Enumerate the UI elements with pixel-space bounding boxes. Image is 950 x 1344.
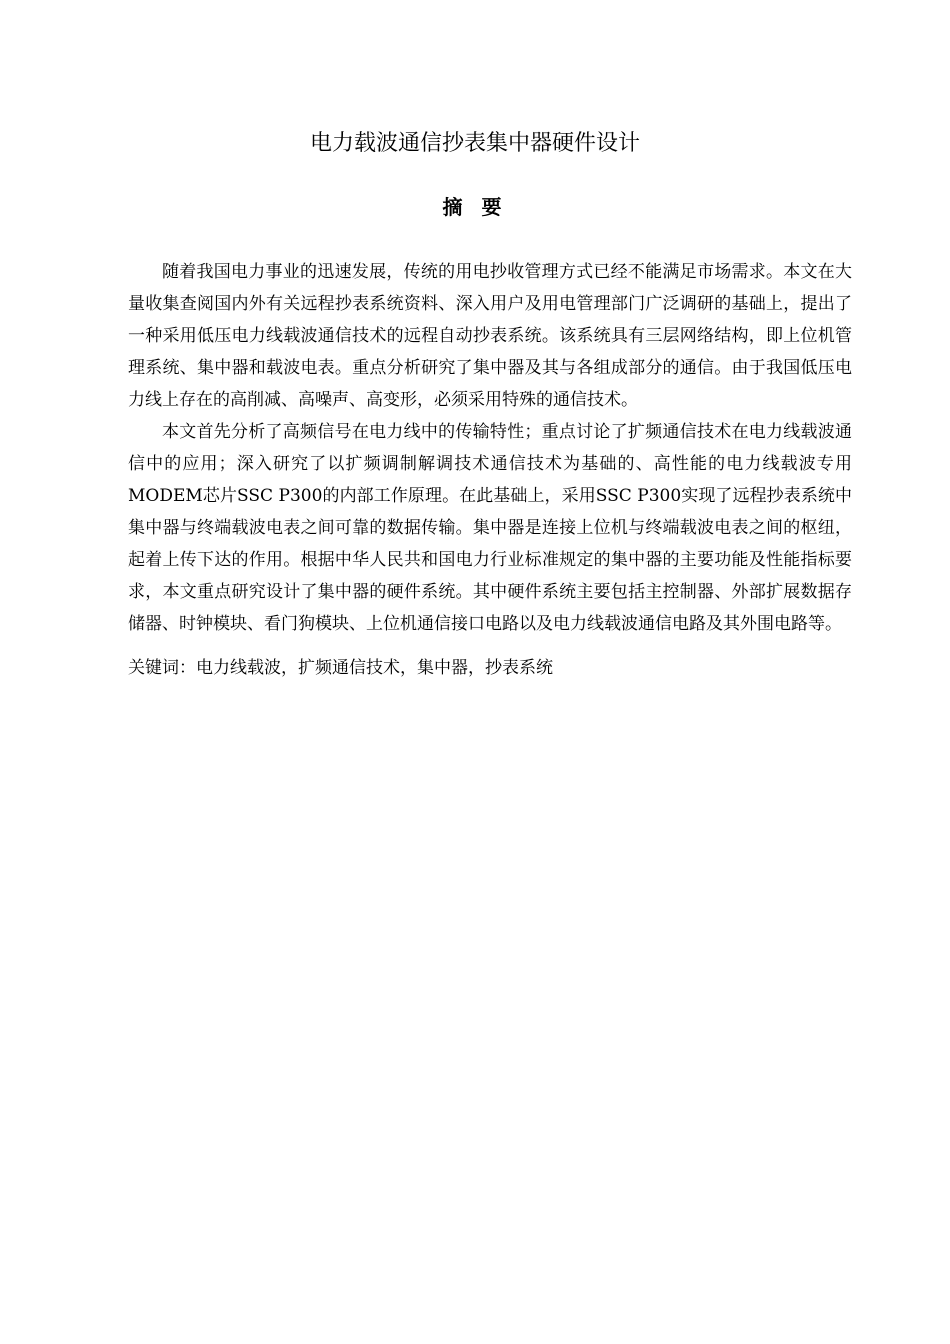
keywords-line [128, 652, 852, 684]
keywords-text: 电力线载波，扩频通信技术，集中器，抄表系统 [196, 658, 553, 678]
keywords-label: 关键词： [128, 658, 196, 678]
abstract-paragraph-1: 随着我国电力事业的迅速发展，传统的用电抄收管理方式已经不能满足市场需求。本文在大量收集查阅国内外有关远程抄表系统资料、深入用户及用电管理部门广泛调研的基础上，提出了一种采用低压电力线载波通信技术的远程自动抄表系统。该系统具有三层网络结构，即上位机管理系统、集中器和载波电表。重点分析研究了集中器及其与各组成部分的通信。由于我国低压电力线上存在的高削减、高噪声、高变形，必须采用特殊的通信技术。 [128, 262, 852, 410]
abstract-paragraph-2: 本文首先分析了高频信号在电力线中的传输特性；重点讨论了扩频通信技术在电力线载波通信中的应用；深入研究了以扩频调制解调技术通信技术为基础的、高性能的电力线载波专用MODEM芯片SSC P300的内部工作原理。在此基础上，采用SSC P300实现了远程抄表系统中集中器与终端载波电表之间可靠的数据传输。集中器是连接上位机与终端载波电表之间的枢纽，起着上传下达的作用。根据中华人民共和国电力行业标准规定的集中器的主要功能及性能指标要求，本文重点研究设计了集中器的硬件系统。其中硬件系统主要包括主控制器、外部扩展数据存储器、时钟模块、看门狗模块、上位机通信接口电路以及电力线载波通信电路及其外围电路等。 [128, 422, 852, 634]
abstract-heading: 摘 要 [442, 195, 508, 219]
document-title: 电力载波通信抄表集中器硬件设计 [309, 131, 640, 156]
abstract-body [128, 256, 852, 684]
